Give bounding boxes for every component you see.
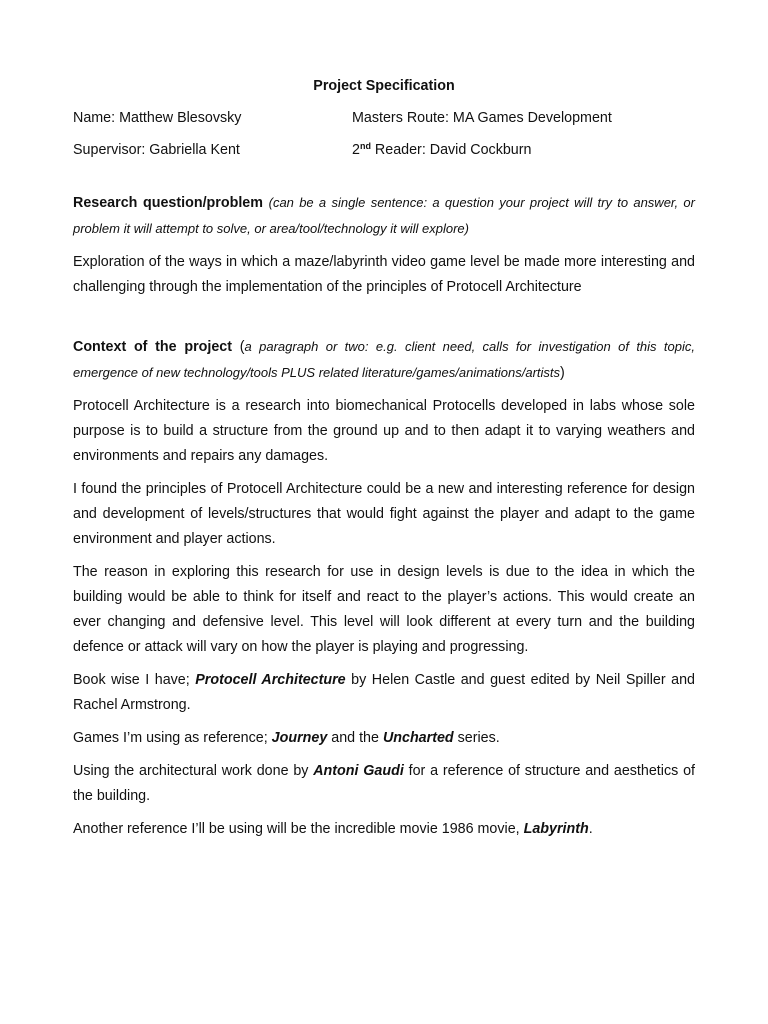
architecture-reference-intro: Using the architectural work done by <box>73 763 314 779</box>
document-page <box>73 74 695 850</box>
architect-name: Antoni Gaudi <box>313 763 404 779</box>
spacer <box>73 170 695 190</box>
book-title: Protocell Architecture <box>195 672 346 688</box>
second-reader-number: 2 <box>352 142 360 158</box>
context-hint: a paragraph or two: e.g. client need, calls for investigation of this topic, emergence of new technology/tools PLUS related literature/games/animations/artists <box>73 339 695 380</box>
games-reference-intro: Games I’m using as reference; <box>73 730 272 746</box>
context-paragraph-3: The reason in exploring this research for use in design levels is due to the idea in which the building would be able to think for itself and react to the player’s actions. This would create an ever changing and defensive level. This level will look different at every turn and the building defence or attack will vary on how the player is playing and progressing. <box>73 564 695 655</box>
context-hint-close: ) <box>560 365 565 381</box>
second-reader-ordinal: nd <box>359 141 371 151</box>
game-title-uncharted: Uncharted <box>382 730 454 746</box>
context-paragraph-1: Protocell Architecture is a research into biomechanical Protocells developed in labs whose sole purpose is to build a structure from the ground up and to then adapt it to varying weathers and environments and repairs any damages. <box>73 398 695 464</box>
student-name: Name: Matthew Blesovsky <box>73 110 242 126</box>
book-reference <box>73 668 695 718</box>
book-reference-details: by Helen Castle and guest edited by Neil Spiller and Rachel Armstrong. <box>73 672 695 713</box>
supervisor-reader-row <box>73 138 695 163</box>
book-reference-intro: Book wise I have; <box>73 672 196 688</box>
architecture-reference-details: for a reference of structure and aesthetics of the building. <box>73 763 695 804</box>
research-hint: (can be a single sentence: a question your project will try to answer, or problem it will attempt to solve, or area/tool/technology it will explore) <box>73 195 695 236</box>
games-reference-end: series. <box>453 730 500 746</box>
context-heading: Context of the project <box>73 339 233 355</box>
movie-reference <box>73 817 695 842</box>
document-title: Project Specification <box>313 78 455 94</box>
research-heading-paragraph <box>73 190 695 242</box>
movie-reference-intro: Another reference I’ll be using will be the incredible movie 1986 movie, <box>73 821 524 837</box>
context-hint-open: ( <box>232 339 245 355</box>
game-title-journey: Journey <box>271 730 328 746</box>
movie-reference-end: . <box>588 821 593 837</box>
name-route-row <box>73 106 695 131</box>
masters-route: Masters Route: MA Games Development <box>352 110 612 126</box>
context-paragraph-2: I found the principles of Protocell Architecture could be a new and interesting reference for design and development of levels/structures that would fight against the player and adapt to the game environment and player actions. <box>73 481 695 547</box>
second-reader-name: Reader: David Cockburn <box>370 142 532 158</box>
games-reference <box>73 726 695 751</box>
context-heading-paragraph <box>73 334 695 386</box>
supervisor: Supervisor: Gabriella Kent <box>73 142 240 158</box>
spacer <box>73 308 695 334</box>
second-reader <box>352 138 695 163</box>
movie-title: Labyrinth <box>523 821 589 837</box>
research-heading: Research question/problem <box>73 195 263 211</box>
games-reference-joiner: and the <box>327 730 383 746</box>
research-body: Exploration of the ways in which a maze/labyrinth video game level be made more interesting and challenging through the implementation of the principles of Protocell Architecture <box>73 254 695 295</box>
architecture-reference <box>73 759 695 809</box>
